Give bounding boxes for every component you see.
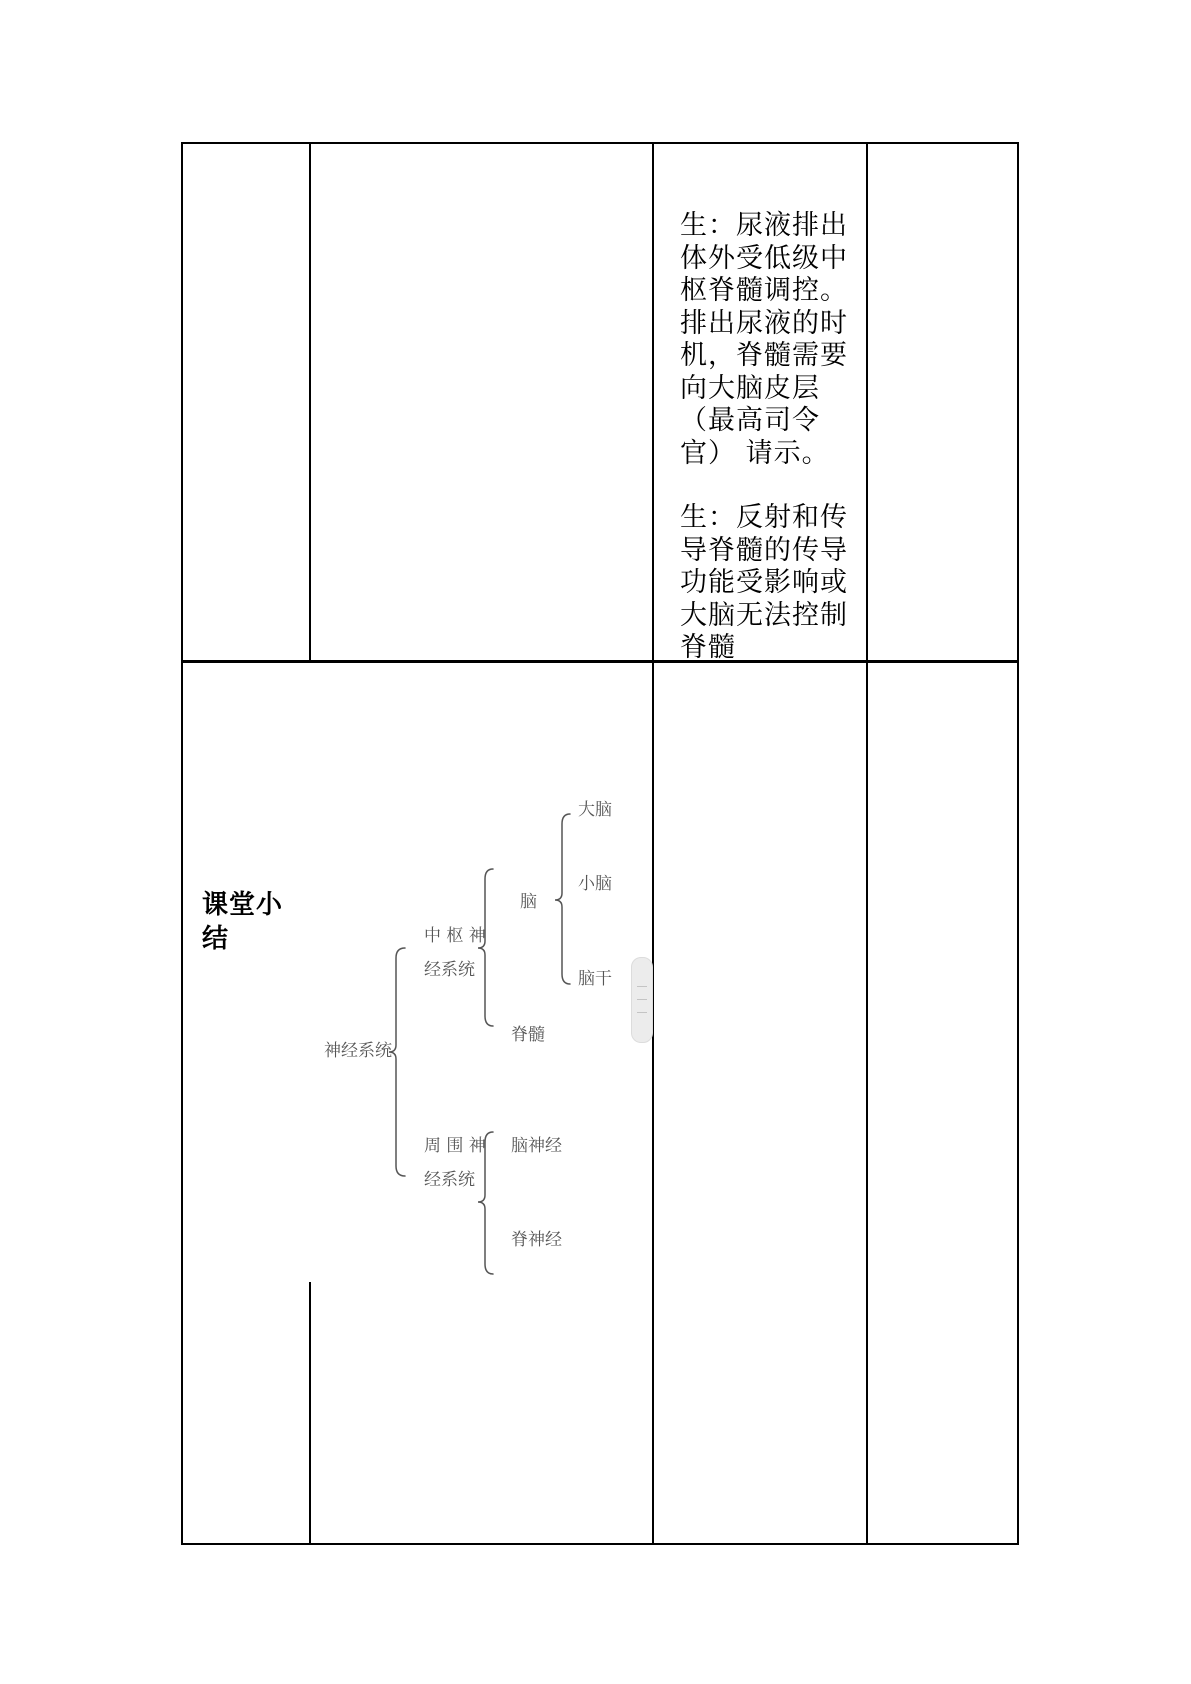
mindmap-node-cerebellum: 小脑 — [578, 874, 612, 894]
mindmap-node-central-line1: 中 枢 神 — [424, 926, 486, 946]
table-row-divider — [181, 660, 1019, 663]
root-brace — [389, 948, 405, 1176]
grip-line — [637, 986, 647, 987]
grip-line — [637, 1012, 647, 1013]
mindmap-node-nervous-system: 神经系统 — [324, 1041, 392, 1061]
mindmap-node-cerebrum: 大脑 — [578, 800, 612, 820]
column-divider-2 — [652, 142, 654, 1545]
mind-map-image — [311, 666, 652, 1283]
column-divider-1-lower — [309, 1282, 311, 1545]
mindmap-node-central-line2: 经系统 — [424, 960, 475, 980]
student-response-text: 生：尿液排出体外受低级中枢脊髓调控。排出尿液的时机，脊髓需要向大脑皮层（最高司令官） 请示。 — [680, 210, 848, 469]
table-border-bottom — [181, 1543, 1019, 1545]
mindmap-node-spinal-cord: 脊髓 — [511, 1025, 545, 1045]
mindmap-node-spinal-nerves: 脊神经 — [511, 1230, 562, 1250]
scroll-handle[interactable] — [631, 957, 653, 1043]
nervous-system-mind-map — [311, 666, 652, 1283]
grip-line — [637, 999, 647, 1000]
central-brace — [478, 869, 493, 1026]
table-border-top — [181, 142, 1019, 144]
mindmap-node-peripheral-line2: 经系统 — [424, 1170, 475, 1190]
student-response-text: 生：反射和传导脊髓的传导功能受影响或大脑无法控制脊髓 — [680, 502, 848, 663]
mindmap-node-brain: 脑 — [520, 892, 537, 912]
table-border-right — [1017, 142, 1019, 1545]
column-divider-3 — [866, 142, 868, 1545]
mindmap-node-peripheral-line1: 周 围 神 — [424, 1136, 486, 1156]
section-label-summary: 课堂小结 — [202, 890, 284, 954]
mindmap-node-cranial-nerves: 脑神经 — [511, 1136, 562, 1156]
table-border-left — [181, 142, 183, 1545]
column-divider-1-upper — [309, 142, 311, 662]
mindmap-node-brainstem: 脑干 — [578, 969, 612, 989]
brain-brace — [555, 814, 570, 984]
